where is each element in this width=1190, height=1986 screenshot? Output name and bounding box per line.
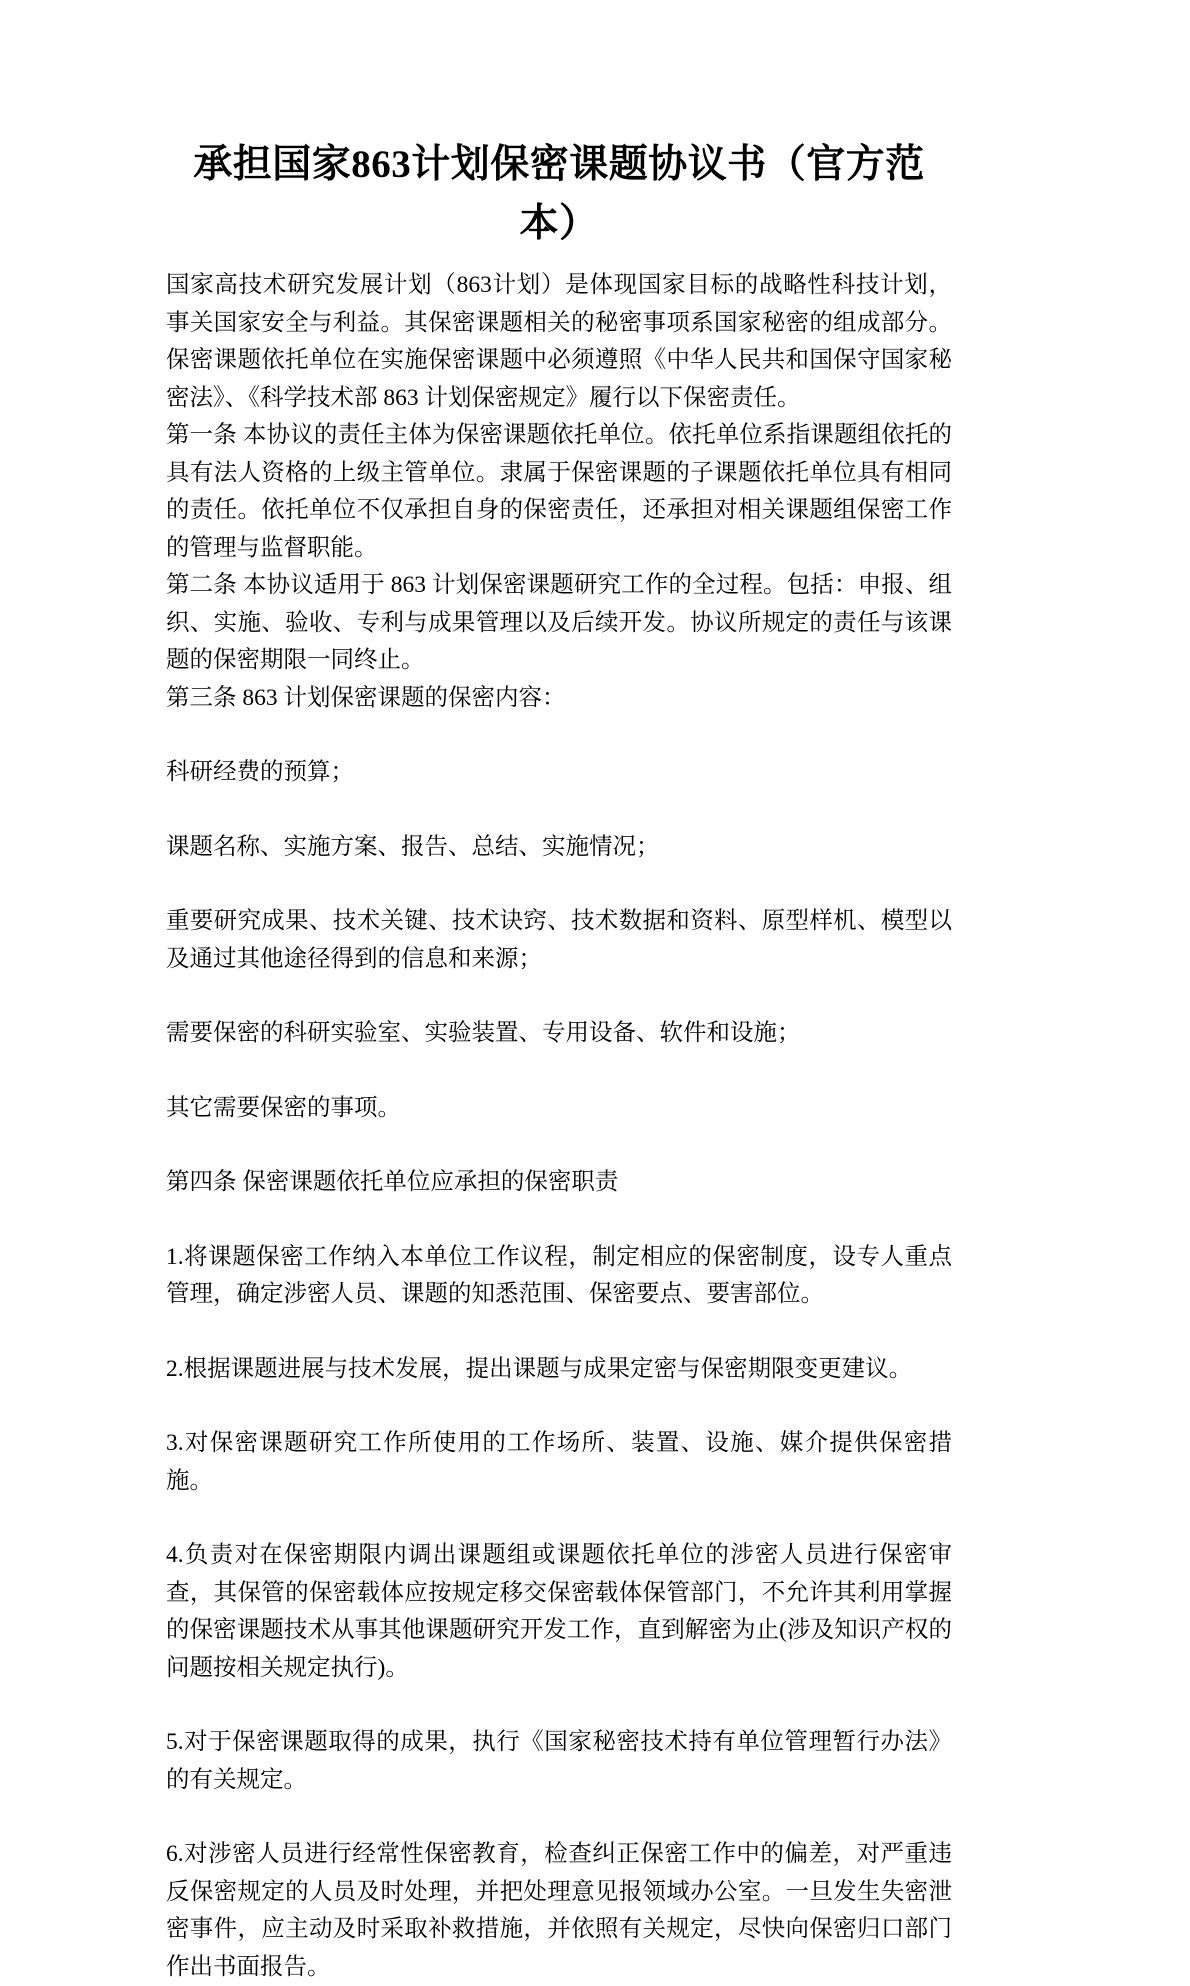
article-3-item: 需要保密的科研实验室、实验装置、专用设备、软件和设施； bbox=[166, 1020, 801, 1046]
document-content bbox=[166, 136, 952, 1986]
article-4-item: 5.对于保密课题取得的成果，执行《国家秘密技术持有单位管理暂行办法》的有关规定。 bbox=[166, 1729, 952, 1793]
article-3-item: 课题名称、实施方案、报告、总结、实施情况； bbox=[166, 833, 660, 860]
article-4-heading: 第四条 保密课题依托单位应承担的保密职责 bbox=[166, 1169, 619, 1195]
page-title: 承担国家863计划保密课题协议书（官方范本） bbox=[193, 143, 925, 245]
article-3-heading: 第三条 863 计划保密课题的保密内容： bbox=[166, 684, 566, 711]
article-3-item: 重要研究成果、技术关键、技术诀窍、技术数据和资料、原型样机、模型以及通过其他途径得到的信息和来源； bbox=[166, 908, 952, 972]
article-3-item: 科研经费的预算； bbox=[166, 759, 354, 785]
article-1-paragraph: 第一条 本协议的责任主体为保密课题依托单位。依托单位系指课题组依托的具有法人资格的上级主管单位。隶属于保密课题的子课题依托单位具有相同的责任。依托单位不仅承担自身的保密责任，还承担对相关课题组保密工作的管理与监督职能。 bbox=[166, 422, 952, 561]
article-2-paragraph: 第二条 本协议适用于 863 计划保密课题研究工作的全过程。包括：申报、组织、实施、验收、专利与成果管理以及后续开发。协议所规定的责任与该课题的保密期限一同终止。 bbox=[166, 572, 952, 673]
article-4-item: 6.对涉密人员进行经常性保密教育，检查纠正保密工作中的偏差，对严重违反保密规定的人员及时处理，并把处理意见报领域办公室。一旦发生失密泄密事件，应主动及时采取补救措施，并依照有关规定，尽快向保密归口部门作出书面报告。 bbox=[166, 1841, 952, 1980]
article-4-item: 2.根据课题进展与技术发展，提出课题与成果定密与保密期限变更建议。 bbox=[166, 1355, 913, 1382]
intro-paragraph: 国家高技术研究发展计划（863计划）是体现国家目标的战略性科技计划，事关国家安全与利益。其保密课题相关的秘密事项系国家秘密的组成部分。保密课题依托单位在实施保密课题中必须遵照《中华人民共和国保守国家秘密法》、《科学技术部 863 计划保密规定》履行以下保密责任。 bbox=[166, 272, 952, 411]
article-4-item: 4.负责对在保密期限内调出课题组或课题依托单位的涉密人员进行保密审查，其保管的保密载体应按规定移交保密载体保管部门，不允许其利用掌握的保密课题技术从事其他课题研究开发工作，直到解密为止(涉及知识产权的问题按相关规定执行)。 bbox=[166, 1542, 952, 1681]
article-3-item: 其它需要保密的事项。 bbox=[166, 1094, 401, 1121]
article-4-item: 3.对保密课题研究工作所使用的工作场所、装置、设施、媒介提供保密措施。 bbox=[166, 1430, 952, 1494]
article-4-item: 1.将课题保密工作纳入本单位工作议程，制定相应的保密制度，设专人重点管理，确定涉密人员、课题的知悉范围、保密要点、要害部位。 bbox=[166, 1243, 952, 1307]
